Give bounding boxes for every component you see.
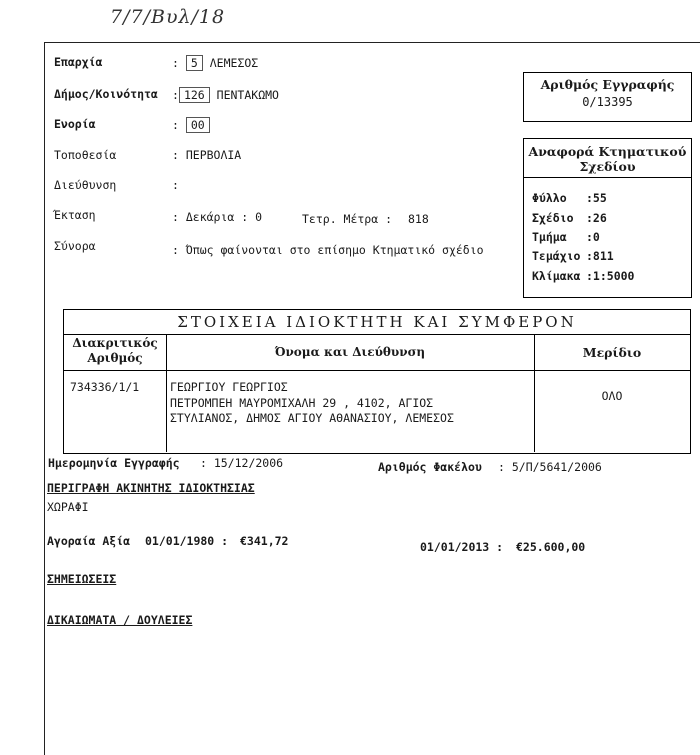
dimos-code: 126 [179,87,210,103]
enoria-value: : 00 [172,117,210,133]
owner-id: 734336/1/1 [70,380,140,394]
handwritten-note: 7/7/Βυλ/18 [110,6,226,28]
plan-row-tmima-value: :0 [586,230,600,244]
plan-row-klimaka-label: Κλίμακα [532,269,581,283]
owner-name: ΓΕΩΡΓΙΟΥ ΓΕΩΡΓΙΟΣ [170,380,288,394]
eparchia-code: 5 [186,55,203,71]
top-border [44,42,700,43]
header-id-line1: Διακριτικός [72,336,158,350]
eparchia-value: : 5 ΛΕΜΕΣΟΣ [172,56,259,70]
synora-value: : Όπως φαίνονται στο επίσημο Κτηματικό σχέδιο [172,243,484,257]
header-share: Μερίδιο [582,345,642,360]
tetr-metra-value: 818 [408,212,429,226]
plan-row-tmima-label: Τμήμα [532,230,567,244]
topothesia-value: : ΠΕΡΒΟΛΙΑ [172,148,242,162]
enoria-code: 00 [186,117,210,133]
dieythynsi-label: Διεύθυνση [54,178,117,192]
synora-label: Σύνορα [54,239,96,253]
owner-share: ΟΛΟ [601,389,623,403]
plan-title-line1: Αναφορά Κτηματικού [528,144,687,159]
ektasi-label: Έκταση [54,208,96,222]
dimos-label: Δήμος/Κοινότητα [54,87,158,101]
plan-row-schedio-label: Σχέδιο [532,211,574,225]
tetr-metra-label: Τετρ. Μέτρα : [302,212,393,226]
plan-row-fyllo-label: Φύλλο [532,191,567,205]
registration-number: 0/13395 [582,95,633,109]
market-value-date1: 01/01/1980 : [145,534,229,548]
registration-box [523,72,692,122]
header-name: Όνομα και Διεύθυνση [274,345,426,359]
enoria-label: Ενορία [54,117,96,131]
market-value-date2: 01/01/2013 : [420,540,504,554]
dimos-value: : 126 ΠΕΝΤΑΚΩΜΟ [172,88,279,102]
market-value-1980: €341,72 [240,534,289,548]
file-number-value: : 5/Π/5641/2006 [498,460,602,474]
market-value-label: Αγοραία Αξία [47,534,131,548]
plan-row-schedio-value: :26 [586,211,607,225]
owner-address-line1: ΠΕΤΡΟΜΠΕΗ ΜΑΥΡΟΜΙΧΑΛΗ 29 , 4102, ΑΓΙΟΣ [170,396,434,410]
header-id-line2: Αριθμός [87,351,143,365]
plan-title-line2: Σχεδίου [579,159,636,174]
ektasi-value: : Δεκάρια : 0 [172,210,263,224]
reg-date-label: Ημερομηνία Εγγραφής [48,456,180,470]
registration-title: Αριθμός Εγγραφής [540,77,675,92]
plan-row-temachio-value: :811 [586,249,614,263]
plan-row-fyllo-value: :55 [586,191,607,205]
plan-reference-box [523,138,692,298]
dieythynsi-value: : [172,178,179,192]
plan-row-temachio-label: Τεμάχιο [532,249,581,263]
owner-table-title: ΣΤΟΙΧΕΙΑ ΙΔΙΟΚΤΗΤΗ ΚΑΙ ΣΥΜΦΕΡΟΝ [177,313,577,331]
rights-heading: ΔΙΚΑΙΩΜΑΤΑ / ΔΟΥΛΕΙΕΣ [47,613,193,627]
plan-row-klimaka-value: :1:5000 [586,269,635,283]
owner-table [63,309,691,454]
market-value-2013: €25.600,00 [516,540,586,554]
topothesia-label: Τοποθεσία [54,148,117,162]
owner-address-line2: ΣΤΥΛΙΑΝΟΣ, ΔΗΜΟΣ ΑΓΙΟΥ ΑΘΑΝΑΣΙΟΥ, ΛΕΜΕΣΟΣ [170,411,454,425]
property-type: ΧΩΡΑΦΙ [47,500,89,514]
eparchia-label: Επαρχία [54,55,103,69]
property-heading: ΠΕΡΙΓΡΑΦΗ ΑΚΙΝΗΤΗΣ ΙΔΙΟΚΤΗΣΙΑΣ [47,481,255,495]
notes-heading: ΣΗΜΕΙΩΣΕΙΣ [47,572,117,586]
left-border [44,42,45,755]
reg-date-value: : 15/12/2006 [200,456,284,470]
file-number-label: Αριθμός Φακέλου [378,460,482,474]
